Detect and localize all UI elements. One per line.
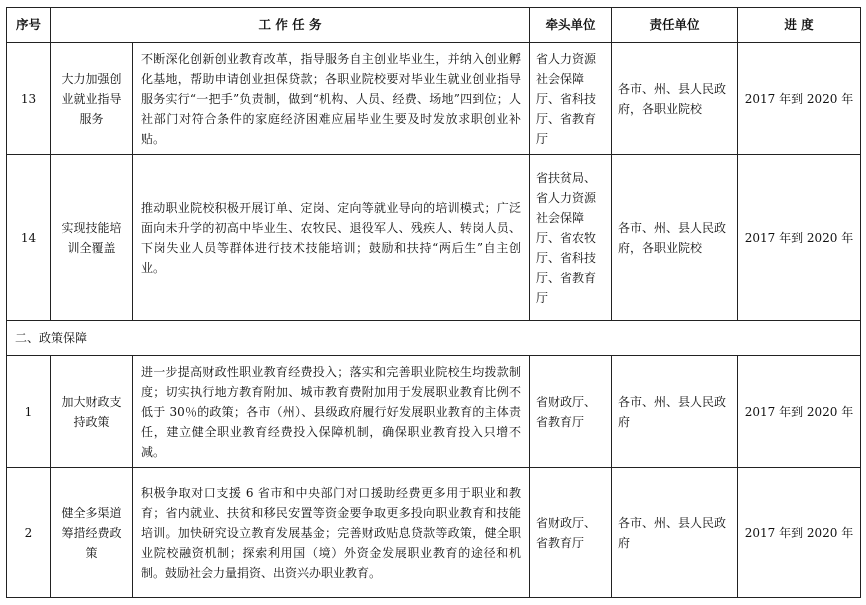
row-responsible-unit: 各市、州、县人民政府，各职业院校	[612, 155, 738, 321]
row-task-detail: 不断深化创新创业教育改革，指导服务自主创业毕业生，并纳入创业孵化基地，帮助申请创业担保贷款；各职业院校要对毕业生就业创业指导服务实行“一把手”负责制，做到“机构、人员、经费、场地”四到位；人社部门对符合条件的家庭经济困难应届毕业生要及时发放求职创业补贴。	[133, 43, 530, 155]
row-progress: 2017 年到 2020 年	[738, 43, 861, 155]
row-responsible-unit: 各市、州、县人民政府	[612, 468, 738, 598]
policy-task-table-sheet	[6, 7, 860, 598]
table-row	[7, 468, 861, 598]
header-task: 工 作 任 务	[51, 8, 530, 43]
header-progress: 进 度	[738, 8, 861, 43]
row-task-name: 健全多渠道筹措经费政策	[51, 468, 133, 598]
row-no: 14	[7, 155, 51, 321]
row-no: 2	[7, 468, 51, 598]
row-progress: 2017 年到 2020 年	[738, 468, 861, 598]
row-lead-unit: 省扶贫局、省人力资源社会保障厅、省农牧厅、省科技厅、省教育厅	[530, 155, 612, 321]
row-task-name: 大力加强创业就业指导服务	[51, 43, 133, 155]
table-row	[7, 155, 861, 321]
table-row	[7, 43, 861, 155]
row-responsible-unit: 各市、州、县人民政府	[612, 356, 738, 468]
row-no: 13	[7, 43, 51, 155]
row-progress: 2017 年到 2020 年	[738, 356, 861, 468]
row-lead-unit: 省人力资源社会保障厅、省科技厅、省教育厅	[530, 43, 612, 155]
section-title: 二、政策保障	[7, 321, 861, 356]
row-task-detail: 积极争取对口支援 6 省市和中央部门对口援助经费更多用于职业和教育；省内就业、扶贫和移民安置等资金要争取更多投向职业教育和技能培训。加快研究设立教育发展基金；完善财政贴息贷款等政策，健全职业院校融资机制；探索利用国（境）外资金发展职业教育的途径和机制。鼓励社会力量捐资、出资兴办职业教育。	[133, 468, 530, 598]
header-responsible: 责任单位	[612, 8, 738, 43]
row-task-name: 加大财政支持政策	[51, 356, 133, 468]
row-task-detail: 进一步提高财政性职业教育经费投入；落实和完善职业院校生均拨款制度；切实执行地方教育附加、城市教育费附加用于发展职业教育比例不低于 30％的政策；各市（州）、县级政府履行好发展职业教育的主体责任，建立健全职业教育经费投入保障机制，确保职业教育投入只增不减。	[133, 356, 530, 468]
row-task-detail: 推动职业院校积极开展订单、定岗、定向等就业导向的培训模式；广泛面向未升学的初高中毕业生、农牧民、退役军人、残疾人、转岗人员、下岗失业人员等群体进行技术技能培训；鼓励和扶持“两后生”自主创业。	[133, 155, 530, 321]
row-lead-unit: 省财政厅、省教育厅	[530, 356, 612, 468]
row-responsible-unit: 各市、州、县人民政府，各职业院校	[612, 43, 738, 155]
header-no: 序号	[7, 8, 51, 43]
row-progress: 2017 年到 2020 年	[738, 155, 861, 321]
table-header-row	[7, 8, 861, 43]
row-task-name: 实现技能培训全覆盖	[51, 155, 133, 321]
task-table	[6, 7, 861, 598]
row-lead-unit: 省财政厅、省教育厅	[530, 468, 612, 598]
table-row	[7, 356, 861, 468]
header-lead: 牵头单位	[530, 8, 612, 43]
section-row	[7, 321, 861, 356]
row-no: 1	[7, 356, 51, 468]
